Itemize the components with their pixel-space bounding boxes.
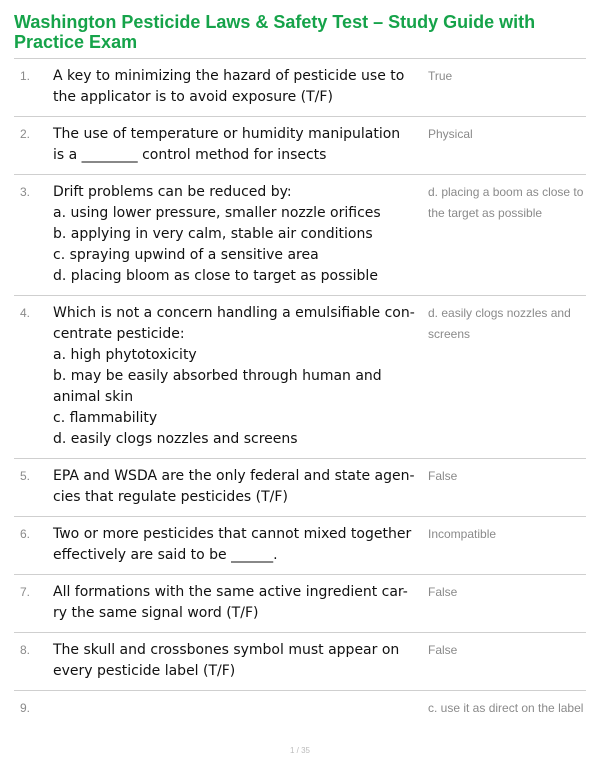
- question-row: [14, 296, 586, 459]
- question-line: cies that regulate pesticides (T/F): [53, 489, 288, 505]
- question-number: 7.: [20, 585, 31, 599]
- answer-text: c. use it as direct on the label: [428, 701, 584, 715]
- question-line: EPA and WSDA are the only federal and state agen-: [53, 468, 415, 484]
- question-option-b-cont: animal skin: [53, 389, 134, 405]
- question-number: 4.: [20, 306, 31, 320]
- question-row: [14, 691, 586, 727]
- question-line: every pesticide label (T/F): [53, 663, 236, 679]
- question-text: [53, 466, 428, 508]
- question-row: [14, 117, 586, 175]
- answer-text: d. easily clogs nozzles and screens: [428, 306, 571, 341]
- question-text: [53, 582, 428, 624]
- question-option-c: c. flammability: [53, 410, 158, 426]
- question-row: [14, 459, 586, 517]
- question-number: 2.: [20, 127, 31, 141]
- question-line: The skull and crossbones symbol must appear on: [53, 642, 400, 658]
- question-text: [53, 66, 428, 108]
- answer-text: False: [428, 585, 458, 599]
- question-list: [14, 58, 586, 727]
- answer-text: d. placing a boom as close to the target as possible: [428, 185, 584, 220]
- question-number: 1.: [20, 69, 31, 83]
- question-row: [14, 575, 586, 633]
- page-counter: 1 / 35: [289, 746, 310, 755]
- question-option-a: a. using lower pressure, smaller nozzle orifices: [53, 205, 381, 221]
- question-option-d: d. placing bloom as close to target as possible: [53, 268, 378, 284]
- question-option-b: b. may be easily absorbed through human and: [53, 368, 382, 384]
- question-option-c: c. spraying upwind of a sensitive area: [53, 247, 319, 263]
- question-line: effectively are said to be ______.: [53, 547, 278, 563]
- question-row: [14, 517, 586, 575]
- question-option-d: d. easily clogs nozzles and screens: [53, 431, 298, 447]
- question-text: [53, 182, 428, 287]
- question-text: [53, 124, 428, 166]
- question-line: Which is not a concern handling a emulsifiable con-: [53, 305, 415, 321]
- question-option-b: b. applying in very calm, stable air conditions: [53, 226, 373, 242]
- question-line: Two or more pesticides that cannot mixed together: [53, 526, 412, 542]
- answer-text: False: [428, 643, 458, 657]
- question-line: centrate pesticide:: [53, 326, 185, 342]
- question-line: The use of temperature or humidity manipulation: [53, 126, 401, 142]
- answer-text: True: [428, 69, 453, 83]
- question-text: [53, 640, 428, 682]
- question-row: [14, 633, 586, 691]
- question-row: [14, 59, 586, 117]
- page-title: Washington Pesticide Laws & Safety Test – Study Guide with Practice Exam: [14, 12, 536, 52]
- question-line: the applicator is to avoid exposure (T/F): [53, 89, 333, 105]
- question-number: 3.: [20, 185, 31, 199]
- question-line: ry the same signal word (T/F): [53, 605, 259, 621]
- question-row: [14, 175, 586, 296]
- question-number: 8.: [20, 643, 31, 657]
- question-number: 5.: [20, 469, 31, 483]
- question-line: is a ________ control method for insects: [53, 147, 327, 163]
- question-number: 9.: [20, 701, 31, 715]
- answer-text: Incompatible: [428, 527, 497, 541]
- question-line: Drift problems can be reduced by:: [53, 184, 292, 200]
- question-line: All formations with the same active ingredient car-: [53, 584, 408, 600]
- answer-text: Physical: [428, 127, 473, 141]
- question-text: [53, 303, 428, 450]
- question-number: 6.: [20, 527, 31, 541]
- answer-text: False: [428, 469, 458, 483]
- question-line: A key to minimizing the hazard of pesticide use to: [53, 68, 405, 84]
- question-text: [53, 524, 428, 566]
- question-option-a: a. high phytotoxicity: [53, 347, 197, 363]
